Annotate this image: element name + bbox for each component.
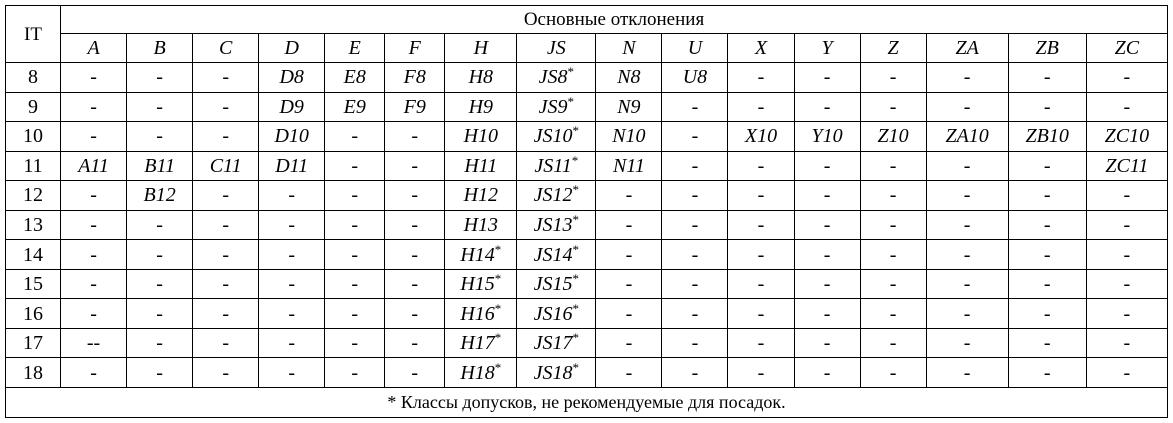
table-cell: - bbox=[259, 328, 325, 358]
table-cell: - bbox=[926, 181, 1008, 211]
table-cell: - bbox=[325, 358, 385, 388]
table-cell: - bbox=[860, 63, 926, 93]
table-cell: - bbox=[728, 92, 794, 122]
table-cell: - bbox=[728, 240, 794, 270]
it-grade-cell: 16 bbox=[6, 299, 61, 329]
table-cell: - bbox=[794, 328, 860, 358]
it-grade-cell: 10 bbox=[6, 122, 61, 152]
footnote: * Классы допусков, не рекомендуемые для посадок. bbox=[6, 387, 1168, 417]
table-cell: - bbox=[662, 151, 728, 181]
table-cell: H12 bbox=[445, 181, 517, 211]
table-cell: - bbox=[860, 358, 926, 388]
table-cell: - bbox=[596, 269, 662, 299]
table-cell: - bbox=[127, 299, 193, 329]
table-cell: - bbox=[860, 210, 926, 240]
table-cell: - bbox=[385, 240, 445, 270]
table-cell: A11 bbox=[61, 151, 127, 181]
table-cell: - bbox=[193, 181, 259, 211]
table-cell: - bbox=[728, 358, 794, 388]
table-cell: ZC11 bbox=[1086, 151, 1167, 181]
table-cell: - bbox=[385, 328, 445, 358]
column-header-a: A bbox=[61, 34, 127, 63]
table-cell: - bbox=[259, 210, 325, 240]
table-cell: H15* bbox=[445, 269, 517, 299]
table-cell: - bbox=[127, 240, 193, 270]
table-cell: - bbox=[1086, 328, 1167, 358]
table-row bbox=[6, 210, 1168, 240]
column-header-y: Y bbox=[794, 34, 860, 63]
table-cell: - bbox=[926, 269, 1008, 299]
table-cell: Z10 bbox=[860, 122, 926, 152]
column-header-zc: ZC bbox=[1086, 34, 1167, 63]
table-cell: - bbox=[860, 151, 926, 181]
table-cell: D9 bbox=[259, 92, 325, 122]
table-cell: - bbox=[259, 358, 325, 388]
table-cell: - bbox=[1008, 63, 1086, 93]
it-grade-cell: 11 bbox=[6, 151, 61, 181]
table-cell: E9 bbox=[325, 92, 385, 122]
table-cell: - bbox=[61, 240, 127, 270]
table-cell: - bbox=[259, 299, 325, 329]
group-header: Основные отклонения bbox=[61, 6, 1168, 34]
table-cell: - bbox=[794, 269, 860, 299]
table-cell: - bbox=[127, 122, 193, 152]
table-cell: - bbox=[728, 63, 794, 93]
table-cell: - bbox=[1008, 181, 1086, 211]
table-row bbox=[6, 269, 1168, 299]
table-cell: - bbox=[1086, 63, 1167, 93]
table-cell: - bbox=[385, 122, 445, 152]
table-cell: JS12* bbox=[517, 181, 596, 211]
table-cell: - bbox=[1008, 269, 1086, 299]
table-cell: - bbox=[794, 63, 860, 93]
table-cell: H9 bbox=[445, 92, 517, 122]
table-cell: U8 bbox=[662, 63, 728, 93]
table-cell: - bbox=[1008, 92, 1086, 122]
table-cell: N11 bbox=[596, 151, 662, 181]
table-cell: - bbox=[325, 122, 385, 152]
column-header-h: H bbox=[445, 34, 517, 63]
table-cell: - bbox=[193, 92, 259, 122]
table-cell: H17* bbox=[445, 328, 517, 358]
table-cell: ZA10 bbox=[926, 122, 1008, 152]
table-cell: - bbox=[61, 210, 127, 240]
header-row-columns bbox=[6, 34, 1168, 63]
table-cell: H8 bbox=[445, 63, 517, 93]
table-cell: - bbox=[193, 63, 259, 93]
table-row bbox=[6, 328, 1168, 358]
table-cell: JS15* bbox=[517, 269, 596, 299]
table-cell: - bbox=[662, 269, 728, 299]
table-cell: - bbox=[385, 151, 445, 181]
table-cell: - bbox=[794, 151, 860, 181]
table-row bbox=[6, 63, 1168, 93]
table-cell: - bbox=[1086, 358, 1167, 388]
table-cell: - bbox=[926, 299, 1008, 329]
table-row bbox=[6, 299, 1168, 329]
table-cell: JS9* bbox=[517, 92, 596, 122]
table-cell: - bbox=[860, 181, 926, 211]
table-cell: Y10 bbox=[794, 122, 860, 152]
table-cell: - bbox=[1086, 210, 1167, 240]
table-cell: - bbox=[385, 358, 445, 388]
table-cell: - bbox=[385, 299, 445, 329]
table-cell: - bbox=[127, 328, 193, 358]
table-row bbox=[6, 240, 1168, 270]
table-cell: - bbox=[61, 299, 127, 329]
it-grade-cell: 8 bbox=[6, 63, 61, 93]
table-cell: -- bbox=[61, 328, 127, 358]
table-cell: H18* bbox=[445, 358, 517, 388]
table-body bbox=[6, 6, 1168, 418]
table-cell: - bbox=[1086, 92, 1167, 122]
table-cell: - bbox=[193, 328, 259, 358]
table-cell: - bbox=[385, 269, 445, 299]
table-cell: H14* bbox=[445, 240, 517, 270]
table-row bbox=[6, 151, 1168, 181]
it-grade-cell: 12 bbox=[6, 181, 61, 211]
table-cell: JS13* bbox=[517, 210, 596, 240]
table-cell: B12 bbox=[127, 181, 193, 211]
table-cell: - bbox=[662, 181, 728, 211]
table-cell: - bbox=[860, 240, 926, 270]
table-cell: - bbox=[794, 299, 860, 329]
table-cell: - bbox=[325, 181, 385, 211]
table-cell: - bbox=[325, 299, 385, 329]
table-cell: - bbox=[728, 269, 794, 299]
column-header-d: D bbox=[259, 34, 325, 63]
table-cell: H11 bbox=[445, 151, 517, 181]
table-row bbox=[6, 92, 1168, 122]
column-header-z: Z bbox=[860, 34, 926, 63]
table-cell: - bbox=[926, 328, 1008, 358]
table-cell: - bbox=[61, 122, 127, 152]
it-grade-cell: 13 bbox=[6, 210, 61, 240]
table-cell: - bbox=[61, 269, 127, 299]
table-cell: - bbox=[1086, 299, 1167, 329]
table-cell: - bbox=[325, 269, 385, 299]
table-cell: - bbox=[596, 299, 662, 329]
table-cell: - bbox=[325, 328, 385, 358]
table-cell: JS8* bbox=[517, 63, 596, 93]
table-cell: - bbox=[728, 299, 794, 329]
table-cell: F9 bbox=[385, 92, 445, 122]
it-grade-cell: 9 bbox=[6, 92, 61, 122]
table-cell: - bbox=[794, 92, 860, 122]
table-cell: N10 bbox=[596, 122, 662, 152]
table-cell: - bbox=[1086, 181, 1167, 211]
table-cell: - bbox=[728, 151, 794, 181]
table-cell: ZC10 bbox=[1086, 122, 1167, 152]
column-header-f: F bbox=[385, 34, 445, 63]
table-cell: - bbox=[794, 181, 860, 211]
table-cell: - bbox=[1086, 269, 1167, 299]
table-cell: - bbox=[926, 240, 1008, 270]
it-column-header: IT bbox=[6, 6, 61, 63]
footnote-row bbox=[6, 387, 1168, 417]
table-cell: B11 bbox=[127, 151, 193, 181]
it-grade-cell: 18 bbox=[6, 358, 61, 388]
column-header-za: ZA bbox=[926, 34, 1008, 63]
table-cell: - bbox=[127, 269, 193, 299]
table-cell: - bbox=[193, 269, 259, 299]
table-cell: - bbox=[1008, 358, 1086, 388]
table-cell: - bbox=[926, 92, 1008, 122]
table-cell: - bbox=[1008, 299, 1086, 329]
table-cell: - bbox=[926, 358, 1008, 388]
tolerance-classes-table bbox=[5, 5, 1168, 418]
table-cell: - bbox=[728, 181, 794, 211]
table-cell: - bbox=[127, 358, 193, 388]
table-cell: - bbox=[860, 92, 926, 122]
table-cell: - bbox=[259, 269, 325, 299]
table-cell: D10 bbox=[259, 122, 325, 152]
table-cell: - bbox=[1086, 240, 1167, 270]
table-cell: - bbox=[193, 210, 259, 240]
table-cell: ZB10 bbox=[1008, 122, 1086, 152]
column-header-b: B bbox=[127, 34, 193, 63]
table-cell: - bbox=[193, 358, 259, 388]
column-header-x: X bbox=[728, 34, 794, 63]
table-cell: - bbox=[193, 240, 259, 270]
table-row bbox=[6, 181, 1168, 211]
table-cell: E8 bbox=[325, 63, 385, 93]
table-cell: JS11* bbox=[517, 151, 596, 181]
table-cell: - bbox=[596, 240, 662, 270]
table-cell: - bbox=[926, 210, 1008, 240]
table-row bbox=[6, 358, 1168, 388]
column-header-u: U bbox=[662, 34, 728, 63]
table-cell: - bbox=[728, 210, 794, 240]
table-cell: D8 bbox=[259, 63, 325, 93]
header-row-group bbox=[6, 6, 1168, 34]
table-cell: JS16* bbox=[517, 299, 596, 329]
table-cell: - bbox=[662, 240, 728, 270]
table-cell: - bbox=[662, 122, 728, 152]
table-cell: D11 bbox=[259, 151, 325, 181]
table-cell: - bbox=[61, 181, 127, 211]
column-header-zb: ZB bbox=[1008, 34, 1086, 63]
table-cell: JS14* bbox=[517, 240, 596, 270]
column-header-n: N bbox=[596, 34, 662, 63]
table-cell: JS18* bbox=[517, 358, 596, 388]
table-cell: - bbox=[728, 328, 794, 358]
table-cell: - bbox=[259, 181, 325, 211]
table-cell: JS17* bbox=[517, 328, 596, 358]
table-cell: - bbox=[662, 92, 728, 122]
table-cell: - bbox=[61, 63, 127, 93]
table-cell: - bbox=[596, 210, 662, 240]
table-cell: - bbox=[193, 299, 259, 329]
table-cell: - bbox=[860, 299, 926, 329]
table-cell: C11 bbox=[193, 151, 259, 181]
table-cell: - bbox=[1008, 210, 1086, 240]
table-cell: - bbox=[860, 328, 926, 358]
table-cell: - bbox=[662, 210, 728, 240]
table-cell: - bbox=[794, 210, 860, 240]
table-cell: - bbox=[662, 358, 728, 388]
table-row bbox=[6, 122, 1168, 152]
table-cell: - bbox=[1008, 151, 1086, 181]
table-cell: X10 bbox=[728, 122, 794, 152]
table-cell: N8 bbox=[596, 63, 662, 93]
it-grade-cell: 15 bbox=[6, 269, 61, 299]
table-cell: - bbox=[596, 328, 662, 358]
table-cell: - bbox=[325, 240, 385, 270]
table-cell: - bbox=[193, 122, 259, 152]
table-cell: - bbox=[926, 63, 1008, 93]
table-cell: - bbox=[596, 358, 662, 388]
table-cell: JS10* bbox=[517, 122, 596, 152]
table-cell: - bbox=[61, 92, 127, 122]
table-cell: - bbox=[127, 92, 193, 122]
table-cell: - bbox=[385, 210, 445, 240]
table-cell: - bbox=[662, 299, 728, 329]
table-cell: - bbox=[127, 210, 193, 240]
table-cell: - bbox=[325, 151, 385, 181]
table-cell: - bbox=[385, 181, 445, 211]
table-cell: H13 bbox=[445, 210, 517, 240]
table-cell: - bbox=[1008, 240, 1086, 270]
it-grade-cell: 17 bbox=[6, 328, 61, 358]
column-header-c: C bbox=[193, 34, 259, 63]
table-cell: N9 bbox=[596, 92, 662, 122]
table-cell: - bbox=[662, 328, 728, 358]
column-header-e: E bbox=[325, 34, 385, 63]
table-cell: H10 bbox=[445, 122, 517, 152]
table-cell: - bbox=[325, 210, 385, 240]
table-cell: - bbox=[926, 151, 1008, 181]
table-cell: - bbox=[794, 358, 860, 388]
table-cell: - bbox=[61, 358, 127, 388]
table-cell: - bbox=[127, 63, 193, 93]
table-cell: - bbox=[794, 240, 860, 270]
table-cell: - bbox=[259, 240, 325, 270]
table-cell: F8 bbox=[385, 63, 445, 93]
column-header-js: JS bbox=[517, 34, 596, 63]
table-cell: - bbox=[860, 269, 926, 299]
it-grade-cell: 14 bbox=[6, 240, 61, 270]
table-cell: H16* bbox=[445, 299, 517, 329]
table-cell: - bbox=[596, 181, 662, 211]
table-cell: - bbox=[1008, 328, 1086, 358]
